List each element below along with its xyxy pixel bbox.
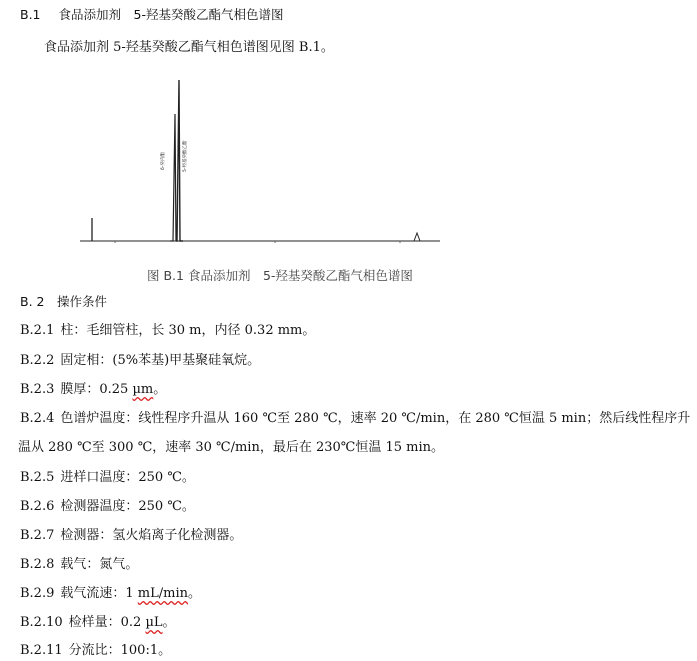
condition-text: 检样量：0.2: [68, 615, 146, 630]
condition-unit: mL/min: [137, 586, 188, 601]
condition-item: [20, 469, 195, 487]
condition-text: 分流比：100:1。: [68, 643, 172, 658]
condition-item: [20, 585, 201, 603]
condition-number: B.2.6: [20, 499, 55, 514]
condition-number: B.2.5: [20, 470, 55, 485]
condition-item: [20, 527, 242, 545]
figure-caption: 图 B.1 食品添加剂 5-羟基癸酸乙酯气相色谱图: [147, 268, 413, 283]
section-number: B.1: [20, 7, 41, 22]
condition-item: [20, 614, 176, 632]
intro-paragraph: 食品添加剂 5-羟基癸酸乙酯气相色谱图见图 B.1。: [44, 40, 334, 55]
condition-text: 载气：氮气。: [60, 557, 139, 572]
section-heading: [20, 6, 283, 24]
condition-unit: µL: [145, 615, 163, 630]
condition-item: [20, 322, 315, 340]
condition-unit: µm: [132, 382, 154, 397]
condition-text: 膜厚：0.25: [60, 382, 133, 397]
condition-number: B.2.2: [20, 353, 55, 368]
condition-number: B.2.7: [20, 528, 55, 543]
peak-1: [170, 114, 176, 241]
condition-number: B.2.1: [20, 323, 55, 338]
condition-text: 载气流速：1: [60, 586, 138, 601]
condition-text-end: 。: [187, 586, 201, 601]
condition-number: B.2.10: [20, 615, 63, 630]
condition-text-end: 。: [162, 615, 176, 630]
condition-number: B.2.3: [20, 382, 55, 397]
condition-text: 柱：毛细管柱，长 30 m，内径 0.32 mm。: [60, 323, 316, 338]
peak-label-2: 5-羟基癸酸乙酯: [183, 140, 188, 172]
condition-item: [20, 381, 166, 399]
conditions-heading: B. 2 操作条件: [20, 294, 107, 309]
condition-number: B.2.9: [20, 586, 55, 601]
condition-text: 检测器：氢火焰离子化检测器。: [60, 528, 243, 543]
chromatogram: [60, 70, 450, 250]
condition-item: [20, 352, 260, 370]
condition-item: [20, 410, 690, 428]
condition-number: B.2.11: [20, 643, 63, 658]
condition-text: 进样口温度：250 ℃。: [60, 470, 195, 485]
condition-text-end: 。: [153, 382, 167, 397]
condition-item: [20, 556, 138, 574]
condition-item-continuation: 温从 280 ℃至 300 ℃，速率 30 ℃/min，最后在 230℃恒温 15 min。: [18, 440, 444, 455]
section-title: 食品添加剂 5-羟基癸酸乙酯气相色谱图: [58, 7, 284, 22]
late-peak: [414, 233, 420, 241]
peak-label-1: δ-癸内酯: [161, 152, 166, 170]
condition-number: B.2.4: [20, 411, 55, 426]
condition-item: [20, 498, 195, 516]
condition-text: 固定相：(5%苯基)甲基聚硅氧烷。: [60, 353, 261, 368]
peak-2: [176, 80, 183, 241]
condition-number: B.2.8: [20, 557, 55, 572]
condition-item: [20, 642, 171, 660]
condition-text: 检测器温度：250 ℃。: [60, 499, 195, 514]
condition-text: 色谱炉温度：线性程序升温从 160 ℃至 280 ℃，速率 20 ℃/min，在 280 ℃恒温 5 min；然后线性程序升: [60, 411, 691, 426]
